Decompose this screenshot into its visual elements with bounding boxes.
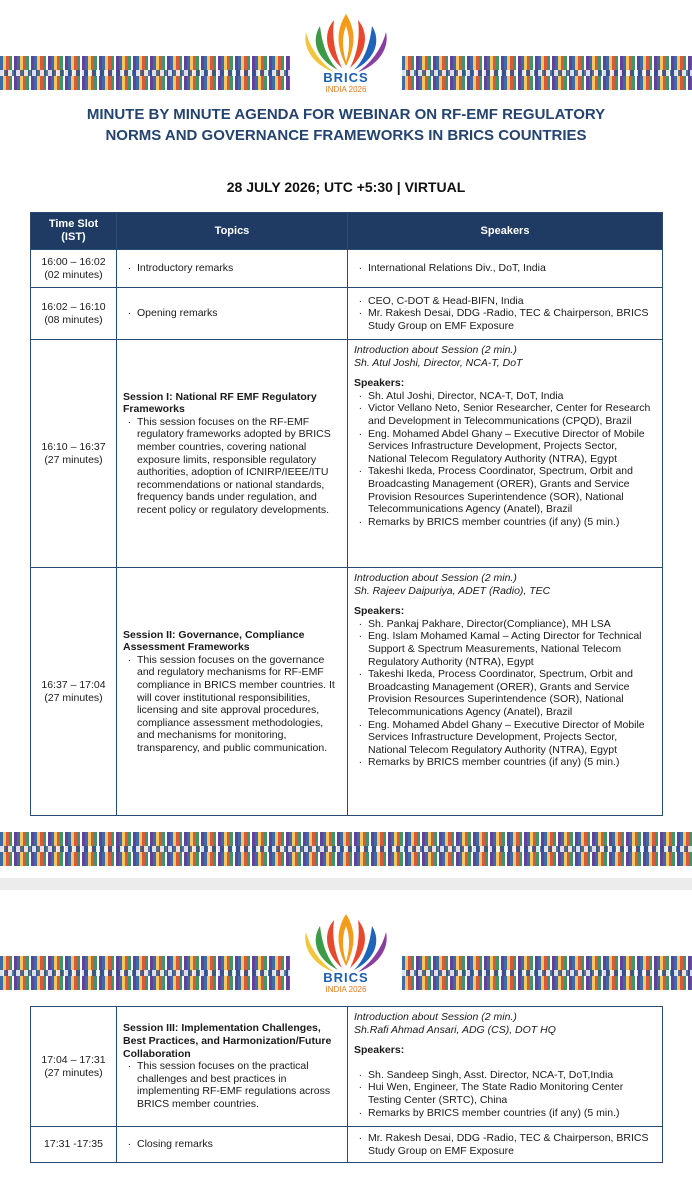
logo-subtext: INDIA 2026: [325, 85, 367, 94]
table-row: [31, 1127, 663, 1163]
time-range: 17:31 -17:35: [44, 1138, 103, 1151]
time-range: 17:04 – 17:31: [41, 1053, 106, 1066]
speaker-item: • Sh. Pankaj Pakhare, Director(Compliance), MH LSA: [368, 618, 656, 631]
header-speakers: Speakers: [348, 213, 663, 250]
session-intro-label: Introduction about Session (2 min.): [354, 344, 517, 356]
time-cell: [31, 288, 117, 340]
agenda-table: [30, 212, 663, 816]
speakers-heading: Speakers:: [354, 377, 405, 390]
speaker-item: • Eng. Mohamed Abdel Ghany – Executive Director of Mobile Services Infrastructure Development, Projects Sector, National Telecom Regulatory Authority (NTRA), Egypt: [368, 719, 656, 757]
time-range: 16:00 – 16:02: [41, 255, 106, 268]
table-row: [31, 288, 663, 340]
decorative-border-left: [0, 56, 290, 90]
agenda-date-line: 28 JULY 2026; UTC +5:30 | VIRTUAL: [226, 179, 466, 195]
speakers-cell: [348, 250, 663, 288]
logo-subtext: INDIA 2026: [325, 985, 367, 994]
table-header-row: [31, 213, 663, 250]
time-range: 16:02 – 16:10: [41, 300, 106, 313]
session-intro-speaker: Sh. Atul Joshi, Director, NCA-T, DoT: [354, 356, 523, 369]
brics-logo: [296, 6, 396, 98]
time-cell: [31, 1007, 117, 1127]
topic-cell: [117, 288, 348, 340]
topic-cell: [117, 340, 348, 568]
topic-cell: [117, 1007, 348, 1127]
time-cell: [31, 340, 117, 568]
decorative-border-left: [0, 956, 290, 990]
duration: (27 minutes): [44, 1066, 103, 1079]
speaker-item: • Eng. Islam Mohamed Kamal – Acting Director for Technical Support & Spectrum Measurements, National Telecom Regulatory Authority (NTRA), Egypt: [368, 630, 656, 668]
topic-cell: [117, 568, 348, 816]
speakers-heading: Speakers:: [354, 1044, 405, 1057]
decorative-border-bottom: [0, 832, 692, 866]
table-row: [31, 250, 663, 288]
session-title: Session I: National RF EMF Regulatory Frameworks: [123, 390, 317, 416]
duration: (27 minutes): [44, 691, 103, 704]
speakers-cell: [348, 1007, 663, 1127]
speaker-item: • CEO, C-DOT & Head-BIFN, India: [368, 295, 656, 308]
decorative-border-right: [402, 956, 692, 990]
speakers-cell: [348, 568, 663, 816]
brics-logo: [296, 906, 396, 998]
topic-cell: [117, 250, 348, 288]
speakers-cell: [348, 288, 663, 340]
session-title: Session II: Governance, Compliance Assessment Frameworks: [123, 628, 305, 654]
speaker-item: • Sh. Atul Joshi, Director, NCA-T, DoT, India: [368, 390, 656, 403]
time-cell: [31, 250, 117, 288]
time-cell: [31, 1127, 117, 1163]
topic-item: • Introductory remarks: [137, 262, 341, 275]
topic-item: • Opening remarks: [137, 307, 341, 320]
logo-wordmark: BRICS: [323, 970, 369, 985]
lotus-logo-icon: [296, 906, 396, 976]
speaker-item: • Victor Vellano Neto, Senior Researcher, Center for Research and Development in Telecommunications (CPQD), Brazil: [368, 402, 656, 427]
speaker-item: • Takeshi Ikeda, Process Coordinator, Spectrum, Orbit and Broadcasting Management (ORER), Grants and Service Provision Resources Superintendence (SOR), National Telecommunications Agency (Anatel), Brazil: [368, 465, 656, 515]
agenda-table-continued: [30, 1006, 663, 1163]
table-row: [31, 568, 663, 816]
header-topics: Topics: [117, 213, 348, 250]
lotus-logo-icon: [296, 6, 396, 76]
header-time-slot: Time Slot (IST): [31, 213, 117, 250]
speaker-item: • Takeshi Ikeda, Process Coordinator, Spectrum, Orbit and Broadcasting Management (ORER), Grants and Service Provision Resources Superintendence (SOR), National Telecommunications Agency (Anatel), Brazil: [368, 668, 656, 718]
table-row: [31, 340, 663, 568]
table-row: [31, 1007, 663, 1127]
duration: (02 minutes): [44, 268, 103, 281]
speaker-item: • Remarks by BRICS member countries (if any) (5 min.): [368, 756, 656, 769]
speaker-item: • Mr. Rakesh Desai, DDG -Radio, TEC & Chairperson, BRICS Study Group on EMF Exposure: [368, 307, 656, 332]
speaker-item: • Remarks by BRICS member countries (if any) (5 min.): [368, 1107, 656, 1120]
decorative-border-right: [402, 56, 692, 90]
speakers-heading: Speakers:: [354, 605, 405, 618]
speaker-item: • Remarks by BRICS member countries (if any) (5 min.): [368, 516, 656, 529]
speaker-item: • Sh. Sandeep Singh, Asst. Director, NCA-T, DoT,India: [368, 1069, 656, 1082]
time-cell: [31, 568, 117, 816]
session-intro-label: Introduction about Session (2 min.): [354, 572, 517, 584]
speakers-cell: [348, 1127, 663, 1163]
duration: (27 minutes): [44, 453, 103, 466]
session-description: • This session focuses on the practical challenges and best practices in implementing RF-EMF regulations across BRICS member countries.: [137, 1060, 341, 1110]
session-title: Session III: Implementation Challenges, Best Practices, and Harmonization/Future Collaboration: [123, 1022, 332, 1060]
time-range: 16:37 – 17:04: [41, 678, 106, 691]
session-intro-speaker: Sh.Rafi Ahmad Ansari, ADG (CS), DOT HQ: [354, 1023, 556, 1036]
topic-item: • Closing remarks: [137, 1138, 341, 1151]
logo-wordmark: BRICS: [323, 70, 369, 85]
topic-cell: [117, 1127, 348, 1163]
session-description: • This session focuses on the governance and regulatory mechanisms for RF-EMF compliance in BRICS member countries. It will cover institutional responsibilities, licensing and site approval procedures, compliance assessment methodologies, and mechanisms for monitoring, transparency, and public communication.: [137, 654, 341, 755]
time-range: 16:10 – 16:37: [41, 440, 106, 453]
agenda-title: MINUTE BY MINUTE AGENDA FOR WEBINAR ON RF-EMF REGULATORY NORMS AND GOVERNANCE FRAMEWORKS IN BRICS COUNTRIES: [86, 106, 606, 144]
speakers-cell: [348, 340, 663, 568]
session-intro-label: Introduction about Session (2 min.): [354, 1011, 517, 1023]
session-intro-speaker: Sh. Rajeev Daipuriya, ADET (Radio), TEC: [354, 584, 551, 597]
speaker-item: • International Relations Div., DoT, India: [368, 262, 656, 275]
page-separator: [0, 878, 692, 890]
session-description: • This session focuses on the RF-EMF regulatory frameworks adopted by BRICS member countries, covering national exposure limits, responsible regulatory authorities, adoption of ICNIRP/IEEE/ITU recommendations or national standards, frequency bands under regulation, and recent policy or regulatory developments.: [137, 416, 341, 517]
speaker-item: • Hui Wen, Engineer, The State Radio Monitoring Center Testing Center (SRTC), China: [368, 1081, 656, 1106]
speaker-item: • Mr. Rakesh Desai, DDG -Radio, TEC & Chairperson, BRICS Study Group on EMF Exposure: [368, 1132, 656, 1157]
speaker-item: • Eng. Mohamed Abdel Ghany – Executive Director of Mobile Services Infrastructure Development, Projects Sector, National Telecom Regulatory Authority (NTRA), Egypt: [368, 428, 656, 466]
duration: (08 minutes): [44, 313, 103, 326]
